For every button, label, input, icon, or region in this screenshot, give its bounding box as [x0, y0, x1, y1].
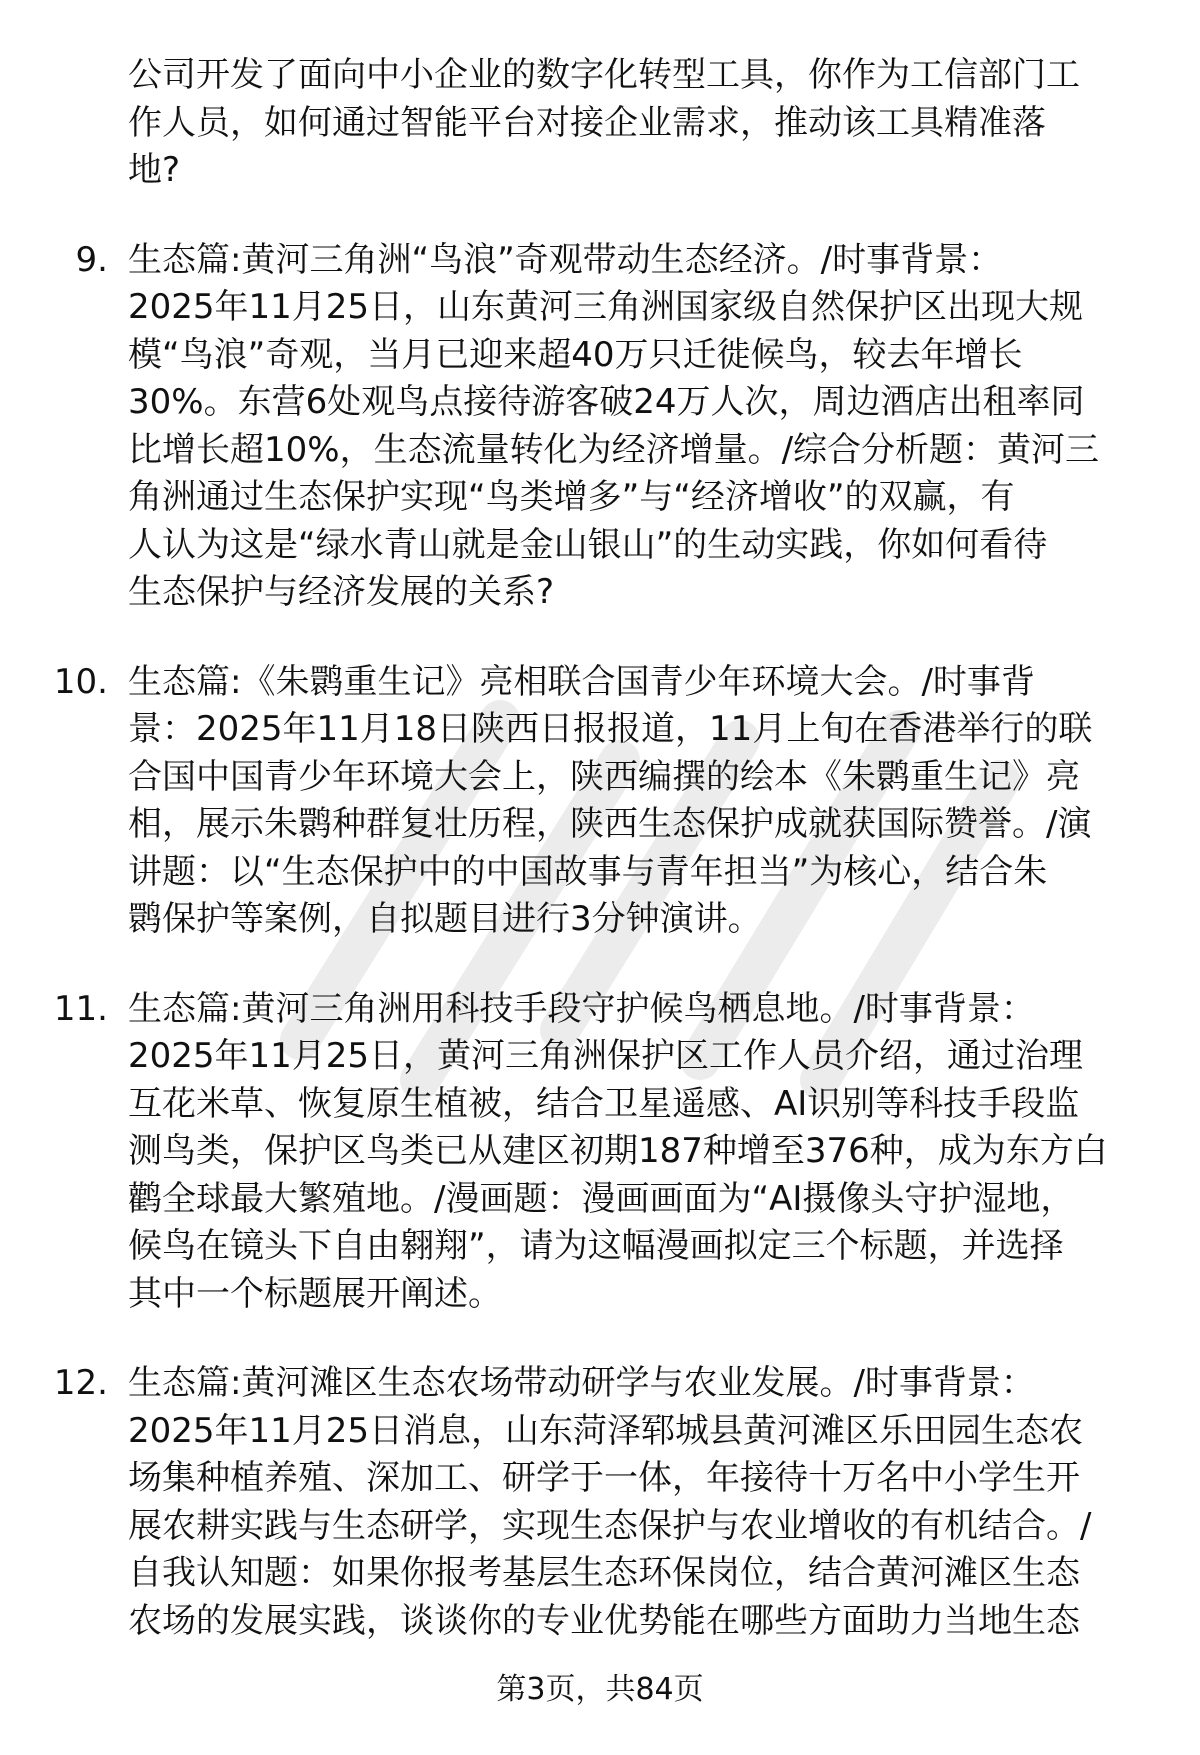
item-text: 生态篇:《朱鹮重生记》亮相联合国青少年环境大会。/时事背 景：2025年11月18日陕西日报报道，11月上旬在香港举行的联 合国中国青少年环境大会上，陕西编撰的绘本《朱鹮重生记》亮 相，展示朱鹮种群复壮历程，陕西生态保护成就获国际赞誉。/演 讲题：以“生态保护中的中国故事与青年担当”为核心，结合朱 鹮保护等案例，自拟题目进行3分钟演讲。	[128, 661, 1093, 939]
item-number: 10.	[53, 661, 108, 702]
continued-paragraph: 公司开发了面向中小企业的数字化转型工具，你作为工信部门工 作人员，如何通过智能平台对接企业需求，推动该工具精准落 地?	[128, 55, 1080, 190]
item-text: 生态篇:黄河三角洲用科技手段守护候鸟栖息地。/时事背景： 2025年11月25日，黄河三角洲保护区工作人员介绍，通过治理 互花米草、恢复原生植被，结合卫星遥感、AI识别等科技手段监 测鸟类，保护区鸟类已从建区初期187种增至376种，成为东方白 鹳全球最大繁殖地。/漫画题：漫画画面为“AI摄像头守护湿地， 候鸟在镜头下自由翱翔”，请为这幅漫画拟定三个标题，并选择 其中一个标题展开阐述。	[128, 988, 1108, 1314]
item-number: 9.	[75, 239, 108, 280]
item-number: 11.	[53, 988, 108, 1029]
item-text: 生态篇:黄河滩区生态农场带动研学与农业发展。/时事背景： 2025年11月25日消息，山东菏泽郓城县黄河滩区乐田园生态农 场集种植养殖、深加工、研学于一体，年接待十万名中小学生开 展农耕实践与生态研学，实现生态保护与农业增收的有机结合。/ 自我认知题：如果你报考基层生态环保岗位，结合黄河滩区生态 农场的发展实践，谈谈你的专业优势能在哪些方面助力当地生态	[128, 1363, 1092, 1641]
list-item	[0, 1360, 1200, 1645]
item-number: 12.	[53, 1363, 108, 1403]
list-item	[0, 237, 1200, 617]
list-item	[0, 659, 1200, 944]
list-item	[0, 986, 1200, 1319]
page-number-footer: 第3页，共84页	[496, 1672, 704, 1707]
document-content	[0, 52, 1200, 1645]
item-text: 生态篇:黄河三角洲“鸟浪”奇观带动生态经济。/时事背景： 2025年11月25日，山东黄河三角洲国家级自然保护区出现大规 模“鸟浪”奇观，当月已迎来超40万只迁徙候鸟，较去年增长 30%。东营6处观鸟点接待游客破24万人次，周边酒店出租率同 比增长超10%，生态流量转化为经济增量。/综合分析题：黄河三 角洲通过生态保护实现“鸟类增多”与“经济增收”的双赢，有 人认为这是“绿水青山就是金山银山”的生动实践，你如何看待 生态保护与经济发展的关系?	[128, 239, 1100, 612]
